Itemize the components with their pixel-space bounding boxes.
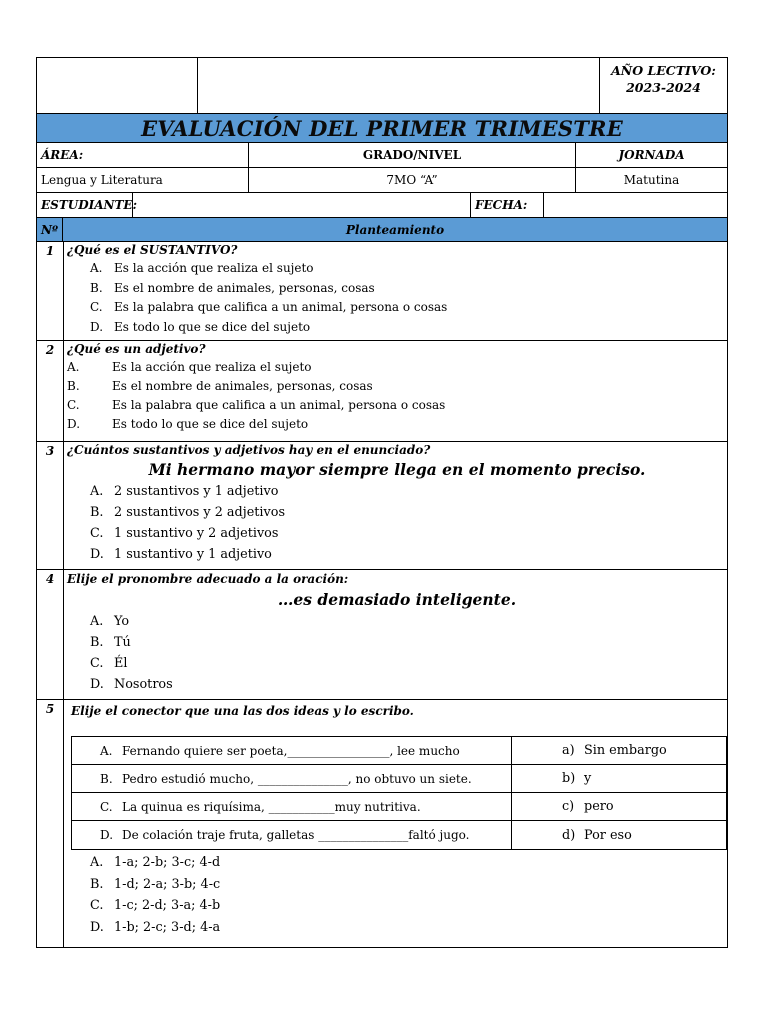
- institution-cell: [198, 58, 600, 113]
- question-number: 5: [37, 700, 64, 947]
- option[interactable]: C. Es la palabra que califica a un animal, persona o cosas: [67, 398, 446, 412]
- number-column-label: Nº: [37, 218, 63, 241]
- questions-header: [36, 218, 728, 242]
- connector-choice: b) y: [562, 771, 592, 786]
- option[interactable]: A. Es la acción que realiza el sujeto: [90, 261, 314, 275]
- connector-sentence: C. La quinua es riquísima, ___________muy nutritiva.: [72, 793, 512, 820]
- option[interactable]: B. 1-d; 2-a; 3-b; 4-c: [90, 876, 221, 892]
- student-row: [36, 193, 728, 218]
- grade-value: 7MO “A”: [249, 168, 576, 192]
- shift-label: JORNADA: [618, 148, 685, 162]
- question-5: [36, 700, 728, 948]
- question-number: 1: [37, 242, 64, 340]
- student-label: ESTUDIANTE:: [37, 193, 133, 217]
- student-name-field[interactable]: [133, 193, 471, 217]
- option[interactable]: A. Es la acción que realiza el sujeto: [67, 360, 312, 374]
- info-labels-row: [36, 143, 728, 168]
- question-4: [36, 570, 728, 700]
- question-1: [36, 242, 728, 341]
- option[interactable]: B. Tú: [90, 635, 131, 650]
- question-number: 2: [37, 341, 64, 441]
- option[interactable]: D. Es todo lo que se dice del sujeto: [90, 319, 311, 334]
- question-sentence: …es demasiado inteligente.: [277, 590, 517, 609]
- connector-sentence: D. De colación traje fruta, galletas _______________faltó jugo.: [72, 821, 512, 849]
- area-value: Lengua y Literatura: [37, 168, 249, 192]
- option[interactable]: D. Nosotros: [90, 677, 173, 692]
- option[interactable]: D. 1 sustantivo y 1 adjetivo: [90, 547, 272, 562]
- option[interactable]: A. 2 sustantivos y 1 adjetivo: [90, 484, 279, 499]
- school-year-cell: [600, 58, 727, 113]
- connector-choice: a) Sin embargo: [562, 743, 667, 758]
- option[interactable]: A. 1-a; 2-b; 3-c; 4-d: [90, 855, 221, 870]
- question-title: Elije el pronombre adecuado a la oración:: [67, 572, 349, 586]
- exam-title: EVALUACIÓN DEL PRIMER TRIMESTRE: [141, 115, 623, 141]
- option[interactable]: B. Es el nombre de animales, personas, cosas: [90, 280, 375, 295]
- connector-sentence: B. Pedro estudió mucho, _______________, no obtuvo un siete.: [72, 765, 512, 792]
- question-2: [36, 341, 728, 442]
- option[interactable]: D. Es todo lo que se dice del sujeto: [67, 417, 309, 431]
- option[interactable]: C. Es la palabra que califica a un animal, persona o cosas: [90, 300, 448, 314]
- question-title: ¿Qué es un adjetivo?: [67, 342, 206, 356]
- date-label: FECHA:: [471, 193, 544, 217]
- header-box: [36, 57, 728, 114]
- connector-row: [72, 821, 726, 849]
- question-number: 4: [37, 570, 64, 699]
- grade-label: GRADO/NIVEL: [249, 143, 576, 167]
- connector-choice: c) pero: [562, 799, 614, 814]
- question-title: Elije el conector que una las dos ideas y lo escribo.: [71, 704, 414, 718]
- option[interactable]: B. Es el nombre de animales, personas, cosas: [67, 379, 373, 393]
- exam-title-bar: [36, 114, 728, 143]
- school-year-label: AÑO LECTIVO:: [611, 63, 716, 78]
- logo-cell: [37, 58, 198, 113]
- connector-row: [72, 765, 726, 793]
- statement-column-label: Planteamiento: [345, 222, 445, 237]
- connector-row: [72, 793, 726, 821]
- option[interactable]: B. 2 sustantivos y 2 adjetivos: [90, 505, 286, 520]
- connector-row: [72, 737, 726, 765]
- shift-value: Matutina: [623, 173, 680, 187]
- option[interactable]: C. 1 sustantivo y 2 adjetivos: [90, 526, 279, 541]
- connector-choice: d) Por eso: [562, 827, 632, 843]
- question-sentence: Mi hermano mayor siempre llega en el momento preciso.: [148, 460, 646, 479]
- school-year-value: 2023-2024: [626, 80, 701, 95]
- connector-sentence: A. Fernando quiere ser poeta,_________________, lee mucho: [72, 737, 512, 764]
- question-title: ¿Cuántos sustantivos y adjetivos hay en el enunciado?: [67, 443, 431, 457]
- question-number: 3: [37, 442, 64, 569]
- date-field[interactable]: [544, 193, 727, 217]
- option[interactable]: A. Yo: [90, 614, 130, 629]
- option[interactable]: C. 1-c; 2-d; 3-a; 4-b: [90, 898, 221, 913]
- question-3: [36, 442, 728, 570]
- connector-table: [71, 736, 727, 850]
- exam-sheet: [36, 57, 728, 948]
- option[interactable]: C. Él: [90, 656, 128, 671]
- option[interactable]: D. 1-b; 2-c; 3-d; 4-a: [90, 919, 221, 935]
- area-label: ÁREA:: [37, 143, 249, 167]
- question-title: ¿Qué es el SUSTANTIVO?: [67, 243, 238, 257]
- info-values-row: [36, 168, 728, 193]
